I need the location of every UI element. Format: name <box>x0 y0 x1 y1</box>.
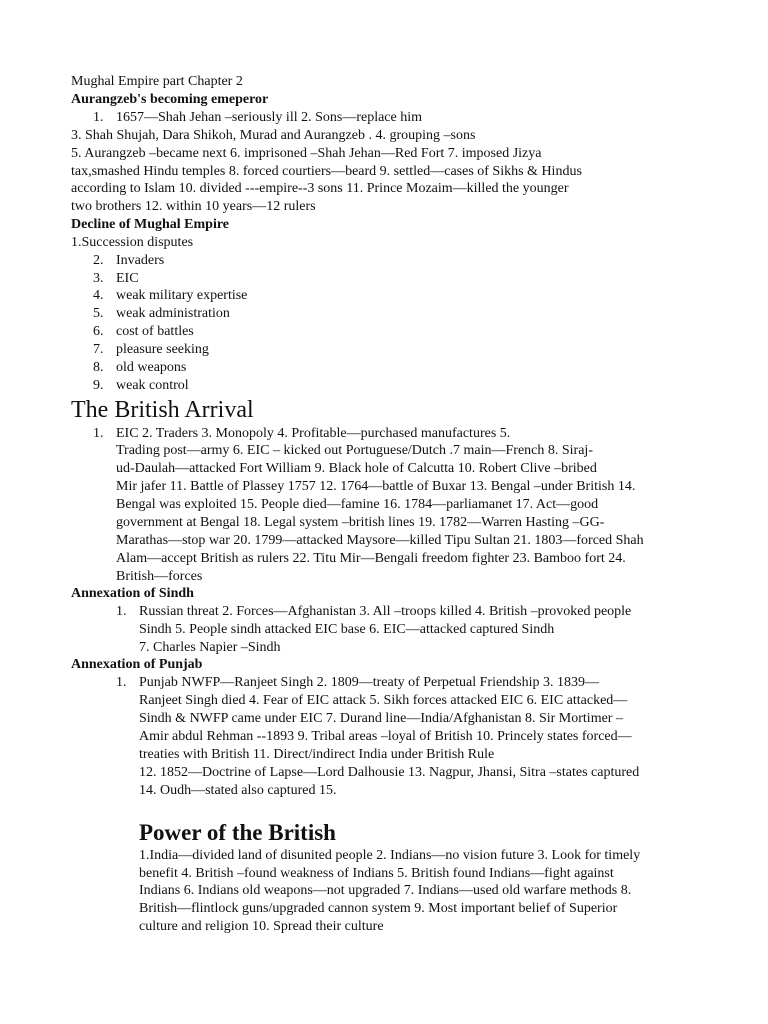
heading-annexation-punjab: Annexation of Punjab <box>71 657 203 672</box>
text-line: Alam—accept British as rulers 22. Titu Mir—Bengali freedom fighter 23. Bamboo fort 24. <box>116 551 626 566</box>
text-line: two brothers 12. within 10 years—12 rulers <box>71 199 316 214</box>
heading-decline: Decline of Mughal Empire <box>71 217 230 232</box>
list-item: weak administration <box>116 306 230 321</box>
list-number: 5. <box>93 306 104 321</box>
list-number: 1. <box>116 675 127 690</box>
list-number: 9. <box>93 378 104 393</box>
text-line: ud-Daulah—attacked Fort William 9. Black hole of Calcutta 10. Robert Clive –bribed <box>116 461 597 476</box>
list-number: 4. <box>93 288 104 303</box>
text-line: 1657—Shah Jehan –seriously ill 2. Sons—replace him <box>116 110 423 125</box>
list-number: 1. <box>93 110 104 125</box>
list-item: weak control <box>116 378 189 393</box>
text-line: Amir abdul Rehman --1893 9. Tribal areas –loyal of British 10. Princely states forced— <box>139 729 632 744</box>
list-item: pleasure seeking <box>116 342 209 357</box>
list-item: weak military expertise <box>116 288 248 303</box>
text-line: Sindh 5. People sindh attacked EIC base 6. EIC—attacked captured Sindh <box>139 622 555 637</box>
text-line: 5. Aurangzeb –became next 6. imprisoned –Shah Jehan—Red Fort 7. imposed Jizya <box>71 146 542 161</box>
list-number: 1. <box>93 426 104 441</box>
text-line: Trading post—army 6. EIC – kicked out Portuguese/Dutch .7 main—French 8. Siraj- <box>116 443 593 458</box>
text-line: Marathas—stop war 20. 1799—attacked Maysore—killed Tipu Sultan 21. 1803—forced Shah <box>116 533 644 548</box>
text-line: Punjab NWFP—Ranjeet Singh 2. 1809—treaty of Perpetual Friendship 3. 1839— <box>139 675 600 690</box>
text-line: benefit 4. British –found weakness of Indians 5. British found Indians—fight against <box>139 866 614 881</box>
text-line: 7. Charles Napier –Sindh <box>139 640 281 655</box>
heading-power-of-british: Power of the British <box>139 820 336 845</box>
heading-annexation-sindh: Annexation of Sindh <box>71 586 194 601</box>
list-number: 6. <box>93 324 104 339</box>
heading-aurangzeb: Aurangzeb's becoming emeperor <box>71 92 269 107</box>
list-item: old weapons <box>116 360 187 375</box>
text-line: British—forces <box>116 569 203 584</box>
text-line: Bengal was exploited 15. People died—famine 16. 1784—parliamanet 17. Act—good <box>116 497 599 512</box>
list-item: Invaders <box>116 253 165 268</box>
text-line: EIC 2. Traders 3. Monopoly 4. Profitable—purchased manufactures 5. <box>116 426 511 441</box>
text-line: 12. 1852—Doctrine of Lapse—Lord Dalhousie 13. Nagpur, Jhansi, Sitra –states captured <box>139 765 640 780</box>
document-title: Mughal Empire part Chapter 2 <box>71 74 243 89</box>
list-number: 8. <box>93 360 104 375</box>
list-item: EIC <box>116 271 139 286</box>
text-line: Ranjeet Singh died 4. Fear of EIC attack 5. Sikh forces attacked EIC 6. EIC attacked— <box>139 693 628 708</box>
list-number: 2. <box>93 253 104 268</box>
text-line: British—flintlock guns/upgraded cannon system 9. Most important belief of Superior <box>139 901 618 916</box>
text-line: tax,smashed Hindu temples 8. forced courtiers—beard 9. settled—cases of Sikhs & Hindus <box>71 164 582 179</box>
heading-british-arrival: The British Arrival <box>71 397 254 423</box>
text-line: Indians 6. Indians old weapons—not upgraded 7. Indians—used old warfare methods 8. <box>139 883 632 898</box>
text-line: Sindh & NWFP came under EIC 7. Durand line—India/Afghanistan 8. Sir Mortimer – <box>139 711 623 726</box>
list-number: 3. <box>93 271 104 286</box>
text-line: 3. Shah Shujah, Dara Shikoh, Murad and Aurangzeb . 4. grouping –sons <box>71 128 476 143</box>
text-line: Mir jafer 11. Battle of Plassey 1757 12. 1764—battle of Buxar 13. Bengal –under British 14. <box>116 479 636 494</box>
text-line: according to Islam 10. divided ---empire--3 sons 11. Prince Mozaim—killed the younger <box>71 181 569 196</box>
text-line: treaties with British 11. Direct/indirect India under British Rule <box>139 747 495 762</box>
text-line: 1.India—divided land of disunited people 2. Indians—no vision future 3. Look for timely <box>139 848 641 863</box>
list-item: 1.Succession disputes <box>71 235 194 250</box>
text-line: 14. Oudh—stated also captured 15. <box>139 783 337 798</box>
list-number: 1. <box>116 604 127 619</box>
list-number: 7. <box>93 342 104 357</box>
text-line: government at Bengal 18. Legal system –british lines 19. 1782—Warren Hasting –GG- <box>116 515 605 530</box>
text-line: Russian threat 2. Forces—Afghanistan 3. All –troops killed 4. British –provoked people <box>139 604 632 619</box>
list-item: cost of battles <box>116 324 194 339</box>
text-line: culture and religion 10. Spread their culture <box>139 919 384 934</box>
